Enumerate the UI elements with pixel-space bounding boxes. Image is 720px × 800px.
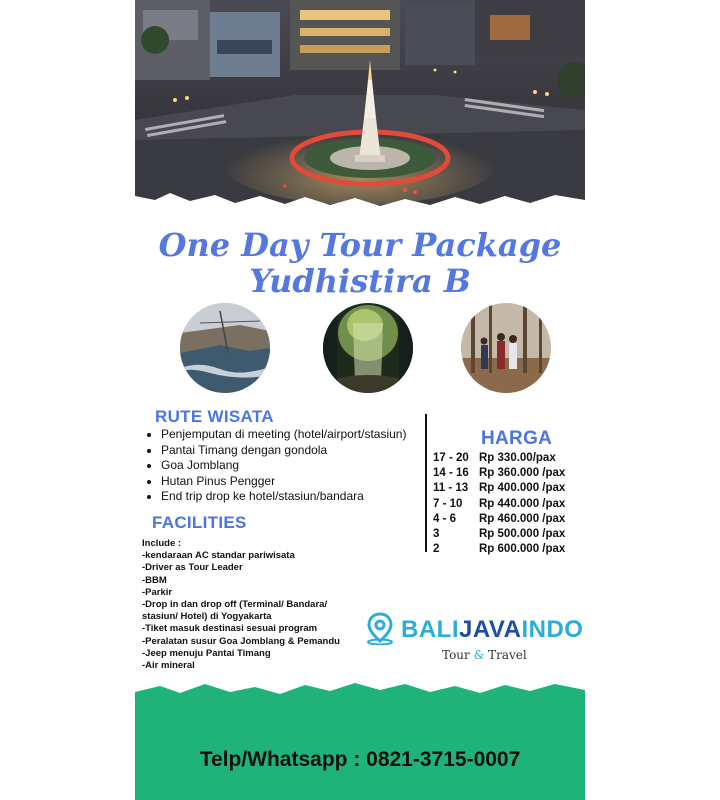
price-row	[433, 512, 565, 527]
column-divider	[425, 414, 427, 552]
price-pax: 2	[433, 543, 440, 556]
price-value: Rp 460.000 /pax	[479, 512, 566, 525]
price-value: Rp 330.00/pax	[479, 452, 556, 464]
brand-name-part3: INDO	[521, 616, 584, 643]
facility-line: -kendaraan AC standar pariwisata	[142, 550, 295, 562]
price-table	[433, 451, 565, 557]
route-item: • Goa Jomblang	[161, 458, 406, 474]
tagline-amp: &	[473, 648, 485, 662]
facility-line: -Air mineral	[142, 660, 195, 672]
facility-line: Include :	[142, 538, 182, 549]
tagline-part1: Tour	[442, 648, 474, 662]
footer-green-band	[135, 678, 585, 800]
price-row	[433, 481, 565, 496]
price-pax: 3	[433, 528, 440, 541]
price-pax: 17 - 20	[433, 452, 469, 464]
balijavaindo-logo	[363, 611, 584, 666]
facility-line: -Driver as Tour Leader	[142, 562, 243, 574]
title-line-1: One Day Tour Package	[158, 226, 562, 264]
price-row	[433, 527, 565, 542]
price-row	[433, 497, 565, 512]
brand-name	[401, 616, 583, 644]
facility-line: -Jeep menuju Pantai Timang	[142, 647, 271, 659]
photo-hutan-pinus-pengger	[461, 303, 551, 393]
facilities-heading: FACILITIES	[152, 513, 247, 532]
price-value: Rp 500.000 /pax	[479, 528, 566, 541]
title-line-2: Yudhistira B	[249, 262, 471, 300]
hero-photo-tugu-monument	[135, 0, 585, 225]
brand-name-part1: BALI	[401, 616, 459, 643]
map-pin-icon	[363, 611, 397, 645]
route-list	[143, 427, 406, 505]
price-value: Rp 600.000 /pax	[479, 543, 566, 556]
price-pax: 14 - 16	[433, 467, 469, 480]
facilities-list	[142, 538, 372, 672]
price-pax: 7 - 10	[433, 497, 463, 510]
price-value: Rp 360.000 /pax	[479, 467, 566, 480]
price-row	[433, 451, 565, 466]
price-pax: 11 - 13	[433, 482, 469, 495]
photo-pantai-timang	[180, 303, 270, 393]
tagline-part2: Travel	[484, 648, 527, 662]
tour-poster	[135, 0, 585, 800]
facility-line: stasiun/ Hotel) di Yogyakarta	[142, 611, 272, 623]
facility-line: -Peralatan susur Goa Jomblang & Pemandu	[142, 635, 340, 647]
facility-line: -BBM	[142, 574, 167, 586]
photo-goa-jomblang	[323, 303, 413, 393]
price-row	[433, 466, 565, 481]
price-pax: 4 - 6	[433, 512, 457, 525]
route-item: • Penjemputan di meeting (hotel/airport/stasiun)	[161, 427, 406, 443]
route-item: • Hutan Pinus Pengger	[161, 474, 406, 490]
price-row	[433, 542, 565, 557]
brand-name-part2: JAVA	[459, 616, 522, 643]
facility-line: -Drop in dan drop off (Terminal/ Bandara/	[142, 599, 328, 611]
contact-phone[interactable]: Telp/Whatsapp : 0821-3715-0007	[199, 748, 521, 771]
facility-line: -Tiket masuk destinasi sesuai program	[142, 623, 318, 635]
price-heading: HARGA	[481, 428, 553, 449]
route-item: • End trip drop ke hotel/stasiun/bandara	[161, 489, 406, 505]
brand-tagline	[442, 648, 527, 662]
route-heading: RUTE WISATA	[155, 407, 274, 426]
price-value: Rp 400.000 /pax	[479, 482, 566, 495]
price-value: Rp 440.000 /pax	[479, 497, 566, 510]
route-item: • Pantai Timang dengan gondola	[161, 443, 406, 459]
facility-line: -Parkir	[142, 586, 173, 598]
